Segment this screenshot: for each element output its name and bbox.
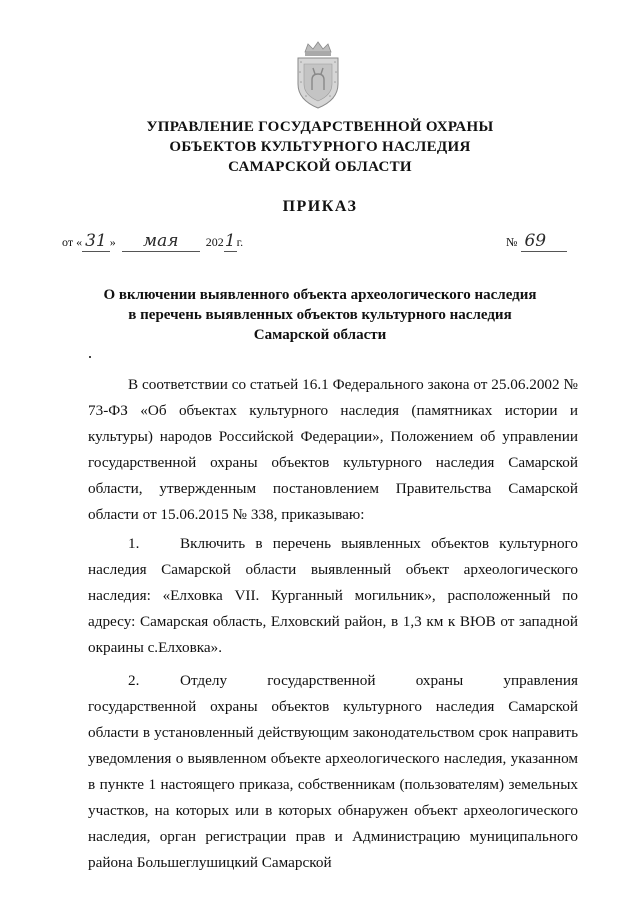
item-number: 1. (128, 535, 140, 552)
order-subject (0, 285, 640, 345)
date-month: мая (122, 231, 200, 252)
org-line-3: САМАРСКОЙ ОБЛАСТИ (228, 159, 412, 175)
order-item-2 (88, 668, 578, 876)
stray-mark (89, 356, 91, 358)
date-prefix: от « (62, 235, 83, 249)
org-line-1: УПРАВЛЕНИЕ ГОСУДАРСТВЕННОЙ ОХРАНЫ (146, 119, 494, 135)
item-number: 2. (128, 672, 140, 689)
date-day: 31 (82, 231, 110, 252)
item-text: Отделу государственной охраны управления государственной охраны объектов культурного наследия Самарской области в установленный действующим законодательством срок направить уведомления о выявленном объекте археологического наследия, указанном в пункте 1 настоящего приказа, собственникам (пользователям) земельных участков, на которых или в которых обнаружен объект археологического наследия, орган регистрации прав и Администрацию муниципального района Большеглушицкий Самарской (88, 672, 578, 871)
number-prefix: № (506, 235, 518, 249)
item-text: Включить в перечень выявленных объектов культурного наследия Самарской области выявленный объект археологического наследия: «Елховка VII. Курганный могильник», расположенный по адресу: Самарская область, Елховский район, в 1,3 км к ВЮВ от западной окраины с.Елховка». (88, 535, 578, 656)
number-value: 69 (521, 231, 567, 252)
date-year-prefix: 202 (205, 235, 224, 249)
order-body (88, 372, 578, 883)
document-type-title: ПРИКАЗ (282, 198, 358, 215)
organization-name (0, 117, 640, 177)
order-date (62, 231, 243, 252)
subject-line-1: О включении выявленного объекта археологического наследия (103, 287, 537, 303)
date-year-suffix: 1 (224, 231, 236, 251)
samara-coat-of-arms-icon (288, 40, 348, 112)
date-separator: » (109, 235, 116, 249)
org-line-2: ОБЪЕКТОВ КУЛЬТУРНОГО НАСЛЕДИЯ (169, 139, 471, 155)
subject-line-2: в перечень выявленных объектов культурного наследия (128, 307, 512, 323)
preamble-paragraph: В соответствии со статьей 16.1 Федерального закона от 25.06.2002 № 73-ФЗ «Об объектах культурного наследия (памятниках истории и культуры) народов Российской Федерации», Положением об управлении государственной охраны объектов культурного наследия Самарской области, утвержденным постановлением Правительства Самарской области от 15.06.2015 № 338, приказываю: (88, 376, 578, 523)
order-item-1 (88, 531, 578, 661)
subject-line-3: Самарской области (253, 327, 387, 343)
date-year-end: г. (236, 235, 244, 249)
order-number (506, 231, 567, 252)
